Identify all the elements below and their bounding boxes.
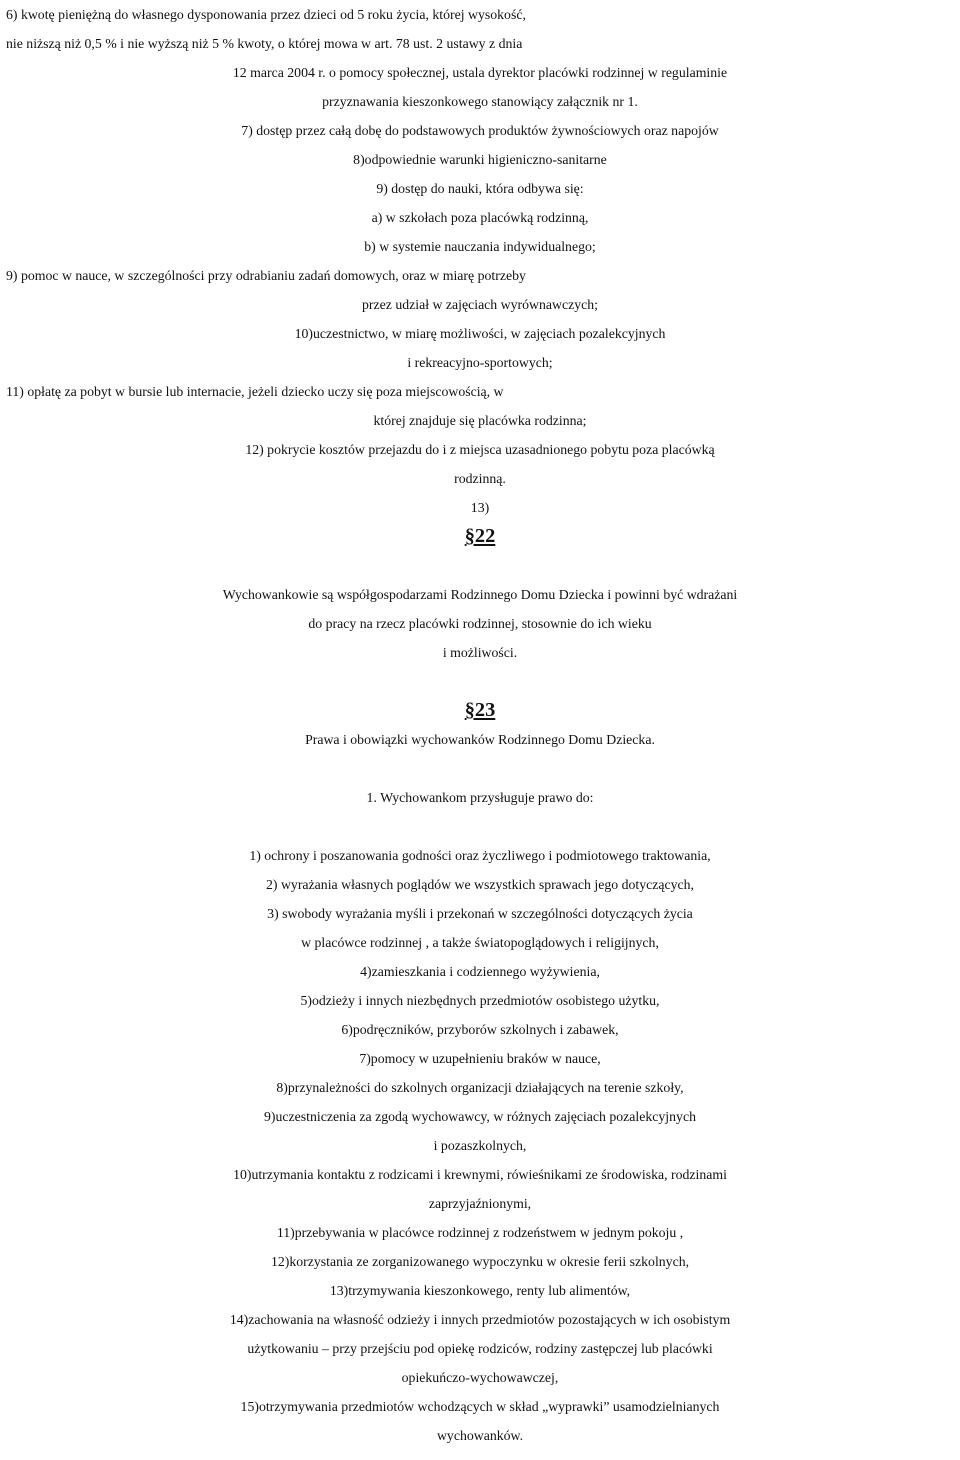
top-block <box>2 0 958 522</box>
list-item: 13)trzymywania kieszonkowego, renty lub alimentów, <box>329 1283 631 1298</box>
text-line: 12 marca 2004 r. o pomocy społecznej, ustala dyrektor placówki rodzinnej w regulaminie <box>232 65 728 80</box>
text-line: 13) <box>470 500 490 515</box>
list-item: 6)podręczników, przyborów szkolnych i zabawek, <box>341 1022 619 1037</box>
text-line: i możliwości. <box>442 645 518 660</box>
section-heading <box>2 696 958 725</box>
list-item: 10)utrzymania kontaktu z rodzicami i krewnymi, rówieśnikami ze środowiska, rodzinami <box>233 1167 727 1182</box>
text-line: 10)uczestnictwo, w miarę możliwości, w zajęciach pozalekcyjnych <box>294 326 666 341</box>
text-line: 12) pokrycie kosztów przejazdu do i z miejsca uzasadnionego pobytu poza placówką <box>245 442 715 457</box>
list-item: 11)przebywania w placówce rodzinnej z rodzeństwem w jednym pokoju , <box>276 1225 684 1240</box>
text-line: nie niższą niż 0,5 % i nie wyższą niż 5 % kwoty, o której mowa w art. 78 ust. 2 ustawy z dnia <box>6 36 523 51</box>
list-item: zaprzyjaźnionymi, <box>428 1196 532 1211</box>
list-item: 5)odzieży i innych niezbędnych przedmiotów osobistego użytku, <box>300 993 660 1008</box>
section-subheading: 1. Wychowankom przysługuje prawo do: <box>366 790 594 805</box>
section-23 <box>2 696 958 1450</box>
text-line: przez udział w zajęciach wyrównawczych; <box>362 297 598 312</box>
text-line: 8)odpowiednie warunki higieniczno-sanitarne <box>353 152 607 167</box>
section-number: §22 <box>464 525 496 547</box>
list-item: 12)korzystania ze zorganizowanego wypoczynku w okresie ferii szkolnych, <box>270 1254 690 1269</box>
list-item: w placówce rodzinnej , a także światopoglądowych i religijnych, <box>301 935 659 950</box>
list-item: 4)zamieszkania i codziennego wyżywienia, <box>360 964 600 979</box>
list-item: opiekuńczo-wychowawczej, <box>401 1370 559 1385</box>
list-item: wychowanków. <box>436 1428 524 1443</box>
text-line: a) w szkołach poza placówką rodzinną, <box>371 210 589 225</box>
list-item: 1) ochrony i poszanowania godności oraz życzliwego i podmiotowego traktowania, <box>249 848 711 863</box>
list-item: 2) wyrażania własnych poglądów we wszystkich sprawach jego dotyczących, <box>266 877 694 892</box>
list-item: i pozaszkolnych, <box>433 1138 527 1153</box>
list-item: użytkowaniu – przy przejściu pod opiekę rodziców, rodziny zastępczej lub placówki <box>247 1341 713 1356</box>
text-line: i rekreacyjno-sportowych; <box>407 355 553 370</box>
list-item: 14)zachowania na własność odzieży i innych przedmiotów pozostających w ich osobistym <box>229 1312 731 1327</box>
text-line: do pracy na rzecz placówki rodzinnej, stosownie do ich wieku <box>308 616 652 631</box>
section-number: §23 <box>464 699 496 721</box>
section-title: Prawa i obowiązki wychowanków Rodzinnego Domu Dziecka. <box>305 732 655 747</box>
text-line: 9) pomoc w nauce, w szczególności przy odrabianiu zadań domowych, oraz w miarę potrzeby <box>6 268 526 283</box>
text-line: b) w systemie nauczania indywidualnego; <box>364 239 596 254</box>
text-line: 11) opłatę za pobyt w bursie lub internacie, jeżeli dziecko uczy się poza miejscowością, w <box>6 384 504 399</box>
text-line: 6) kwotę pieniężną do własnego dysponowania przez dzieci od 5 roku życia, której wysokość, <box>6 7 526 22</box>
section-22 <box>2 522 958 667</box>
list-item: 15)otrzymywania przedmiotów wchodzących w skład „wyprawki” usamodzielnianych <box>240 1399 720 1414</box>
list-item: 7)pomocy w uzupełnieniu braków w nauce, <box>359 1051 601 1066</box>
text-line: której znajduje się placówka rodzinna; <box>373 413 587 428</box>
text-line: przyznawania kieszonkowego stanowiący załącznik nr 1. <box>322 94 638 109</box>
list-item: 9)uczestniczenia za zgodą wychowawcy, w różnych zajęciach pozalekcyjnych <box>264 1109 696 1124</box>
text-line: 7) dostęp przez całą dobę do podstawowych produktów żywnościowych oraz napojów <box>241 123 719 138</box>
text-line: 9) dostęp do nauki, która odbywa się: <box>376 181 584 196</box>
section-heading <box>2 522 958 551</box>
text-line: rodzinną. <box>454 471 506 486</box>
list-item: 8)przynależności do szkolnych organizacji działających na terenie szkoły, <box>276 1080 684 1095</box>
list-item: 3) swobody wyrażania myśli i przekonań w szczególności dotyczących życia <box>267 906 693 921</box>
text-line: Wychowankowie są współgospodarzami Rodzinnego Domu Dziecka i powinni być wdrażani <box>222 587 738 602</box>
